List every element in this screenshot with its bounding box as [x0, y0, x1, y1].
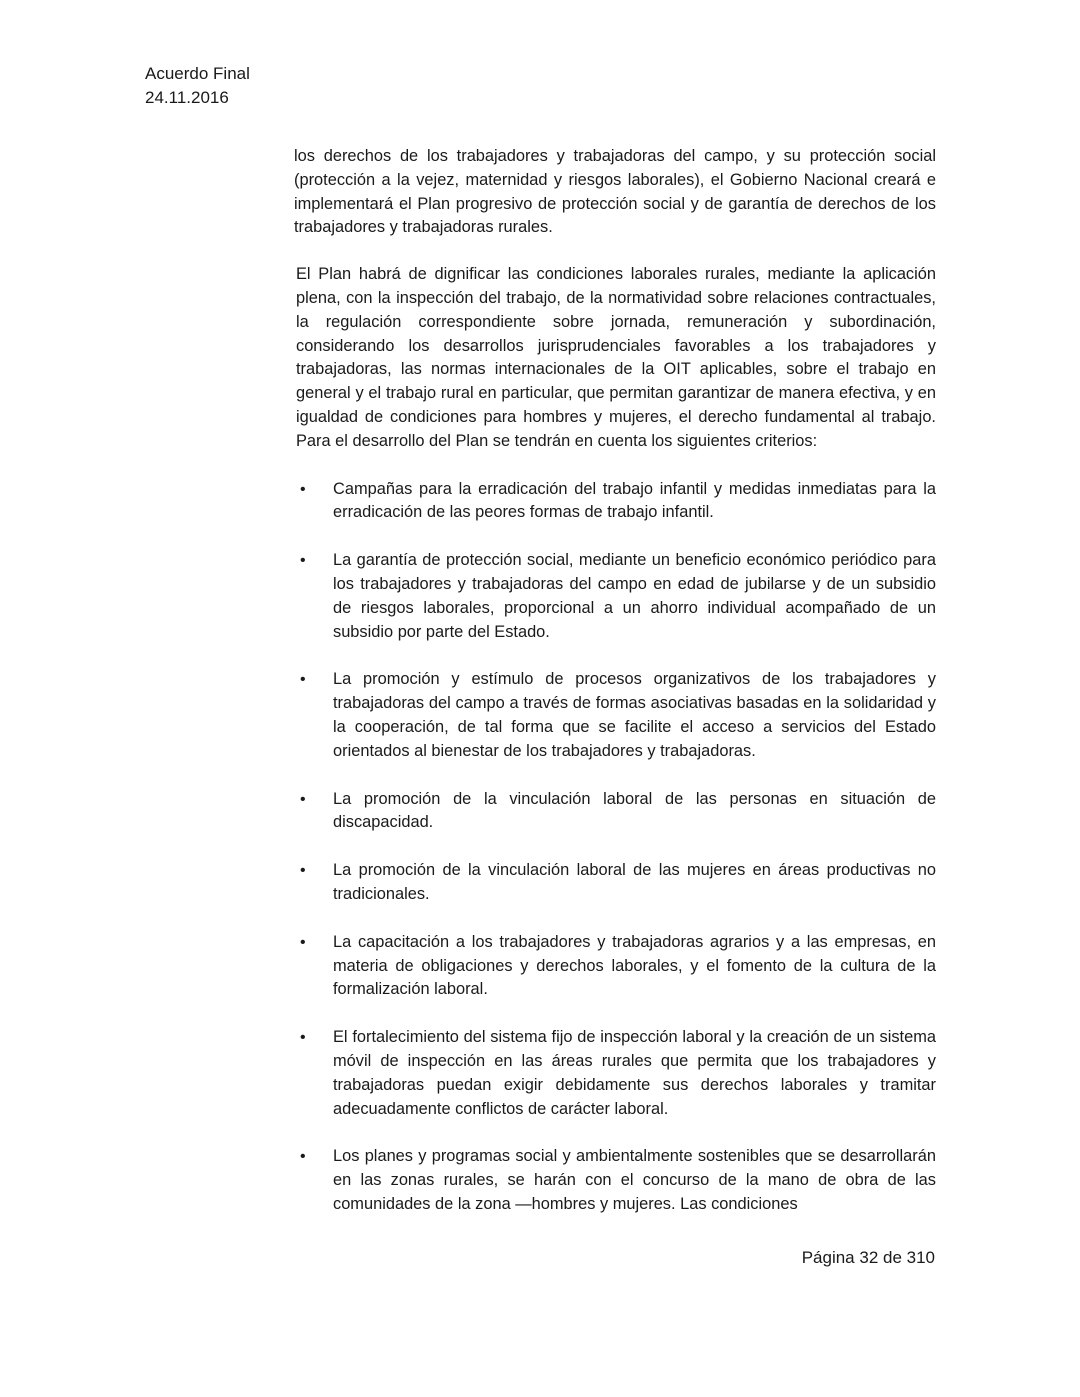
- list-item: [296, 788, 936, 836]
- bullet-icon: •: [300, 1148, 306, 1166]
- document-date: 24.11.2016: [145, 88, 229, 107]
- bullet-icon: •: [300, 862, 306, 880]
- bullet-icon: •: [300, 790, 306, 808]
- document-title: Acuerdo Final: [145, 64, 250, 83]
- bullet-icon: •: [300, 480, 306, 498]
- paragraph-continued: los derechos de los trabajadores y trabajadoras del campo, y su protección social (protección a la vejez, maternidad y riesgos laborales), el Gobierno Nacional creará e implementará el Plan progresivo de protección social y de garantía de derechos de los trabajadores y trabajadoras rurales.: [294, 147, 936, 237]
- list-item-text: Los planes y programas social y ambientalmente sostenibles que se desarrollarán en las zonas rurales, se harán con el concurso de la mano de obra de las comunidades de la zona —hombres y mujeres. Las condiciones: [333, 1147, 936, 1213]
- list-item-text: La promoción de la vinculación laboral de las mujeres en áreas productivas no tradicionales.: [333, 861, 936, 903]
- paragraph-plan: El Plan habrá de dignificar las condiciones laborales rurales, mediante la aplicación plena, con la inspección del trabajo, de la normatividad sobre relaciones contractuales, la regulación correspondiente sobre jornada, remuneración y subordinación, considerando los desarrollos jurisprudenciales favorables a los trabajadores y trabajadoras, las normas internacionales de la OIT aplicables, sobre el trabajo en general y el trabajo rural en particular, que permitan garantizar de manera efectiva, y en igualdad de condiciones para hombres y mujeres, el derecho fundamental al trabajo. Para el desarrollo del Plan se tendrán en cuenta los siguientes criterios:: [296, 265, 936, 450]
- list-item: [296, 549, 936, 644]
- criteria-list: [296, 478, 936, 1218]
- bullet-icon: •: [300, 671, 306, 689]
- list-item-text: Campañas para la erradicación del trabajo infantil y medidas inmediatas para la erradicación de las peores formas de trabajo infantil.: [333, 479, 936, 522]
- document-body: [296, 145, 936, 1241]
- bullet-icon: •: [300, 1029, 306, 1047]
- list-item-text: La garantía de protección social, mediante un beneficio económico periódico para los trabajadores y trabajadoras del campo en edad de jubilarse y de un subsidio de riesgos laborales, proporcional a un ahorro individual acompañado de un subsidio por parte del Estado.: [333, 551, 936, 641]
- page-number: Página 32 de 310: [801, 1248, 935, 1267]
- bullet-icon: •: [300, 552, 306, 570]
- list-item-text: La promoción y estímulo de procesos organizativos de los trabajadores y trabajadoras del campo a través de formas asociativas basadas en la solidaridad y la cooperación, de tal forma que se facilite el acceso a servicios del Estado orientados al bienestar de los trabajadores y trabajadoras.: [333, 670, 936, 760]
- list-item-text: El fortalecimiento del sistema fijo de inspección laboral y la creación de un sistema móvil de inspección en las áreas rurales que permita que los trabajadores y trabajadoras puedan exigir debidamente sus derechos laborales y tramitar adecuadamente conflictos de carácter laboral.: [333, 1028, 936, 1118]
- list-item-text: La promoción de la vinculación laboral de las personas en situación de discapacidad.: [333, 789, 936, 832]
- list-item: [296, 1026, 936, 1121]
- list-item: [296, 859, 936, 907]
- list-item-text: La capacitación a los trabajadores y trabajadoras agrarios y a las empresas, en materia de obligaciones y derechos laborales, y el fomento de la cultura de la formalización laboral.: [333, 932, 936, 999]
- document-header: [145, 62, 250, 110]
- list-item: [296, 478, 936, 526]
- list-item: [296, 931, 936, 1002]
- bullet-icon: •: [300, 933, 306, 951]
- list-item: [296, 668, 936, 763]
- list-item: [296, 1145, 936, 1217]
